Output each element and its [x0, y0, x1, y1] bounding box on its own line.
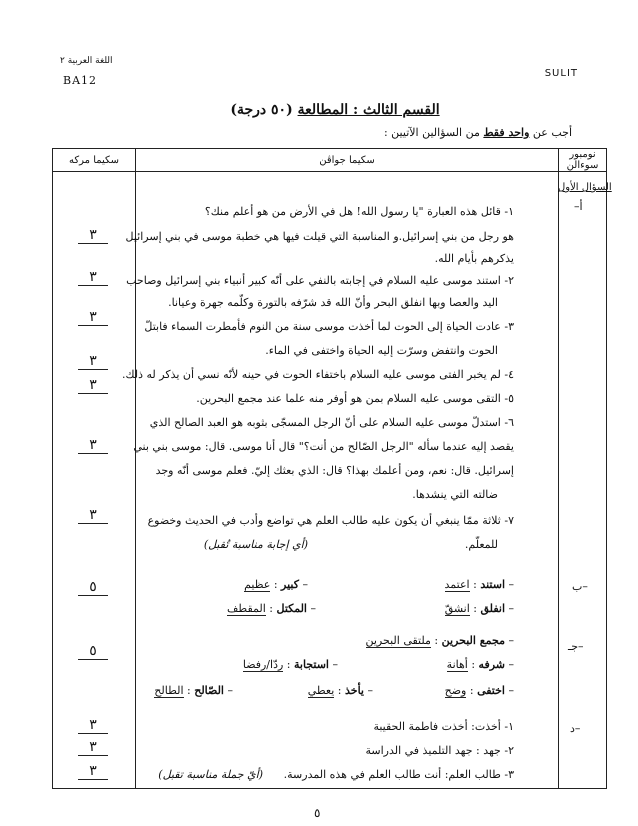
vocab-meaning: عظيم	[244, 578, 271, 591]
paper-code: BA12	[63, 74, 98, 87]
vocab-meaning: الطالح	[154, 684, 184, 697]
subject-label: اللغة العربية ٢	[60, 56, 113, 66]
section-marks: (٥٠ درجة)	[230, 102, 293, 118]
mark-value: ٣	[78, 228, 108, 244]
page-number: ٥	[314, 806, 321, 820]
answer-line: ٦- استدلّ موسى عليه السلام على أنّ الرجل المسجّى بثوبه هو العبد الصالح الذي	[149, 416, 514, 429]
answer-line: يذكرهم بأيام الله.	[434, 252, 514, 265]
vocab-word: يأخذ	[345, 684, 364, 697]
vocab-line: – مجمع البحرين : ملتقى البحرين	[365, 634, 514, 647]
vocab-word: المكتل	[276, 602, 307, 615]
mark-value: ٣	[78, 508, 108, 524]
mark-value: ٣	[78, 270, 108, 286]
vocab-word: استجابة	[293, 658, 329, 671]
header-marks: سكيما مركه	[53, 149, 136, 172]
vocab-line: – كبير : عظيم	[244, 578, 308, 591]
section-title	[200, 102, 470, 118]
header-scheme: سكيما جواڤن	[136, 149, 559, 172]
vocab-line: – المكتل : المقطف	[227, 602, 316, 615]
mark-value: ٣	[78, 310, 108, 326]
vocab-word: اختفى	[477, 684, 505, 697]
vocab-line: – استند : اعتمد	[444, 578, 514, 591]
instruction-emphasis: واحد فقط	[483, 126, 530, 139]
classification-label: SULIT	[544, 68, 578, 79]
mark-value: ٣	[78, 718, 108, 734]
instruction-suffix: من السؤالين الآتيين :	[383, 126, 480, 139]
sentence-line: ١- أخذت: أخذت فاطمة الحقيبة	[373, 720, 514, 733]
vocab-meaning: أهانة	[446, 658, 468, 671]
answer-line: ٧- ثلاثة ممّا ينبغي أن يكون عليه طالب العلم هي تواضع وأدب في الحديث وخضوع	[147, 514, 514, 527]
answer-line: ٣- عادت الحياة إلى الحوت لما أخذت موسى سنة من النوم فأمطرت السماء فابتلّ	[144, 320, 514, 333]
header-question-no: نومبور سوءالن	[559, 149, 607, 172]
vocab-meaning: وضح	[444, 684, 467, 697]
vocab-meaning: انشقّ	[444, 602, 470, 615]
vocab-line: – شرفه : أهانة	[446, 658, 514, 671]
answer-line: ٥- التقى موسى عليه السلام بمن هو أوفر منه علما عند مجمع البحرين.	[196, 392, 514, 405]
vocab-line: – الصّالح : الطالح	[154, 684, 233, 697]
part-c-marker: جـ–	[568, 640, 584, 653]
sentence-line: ٣- طالب العلم: أنت طالب العلم في هذه المدرسة.	[283, 768, 514, 781]
answer-line: ٢- استند موسى عليه السلام في إجابته بالنفي على أنّه كبير أنبياء بني إسرائيل وصاحب	[126, 274, 514, 287]
accept-note: (أي إجابة مناسبة تُقبل)	[203, 538, 308, 551]
mark-value: ٥	[78, 580, 108, 596]
vocab-word: استند	[480, 578, 505, 591]
sentence-line: ٢- جهد : جهد التلميذ في الدراسة	[365, 744, 514, 757]
vocab-meaning: يعطي	[307, 684, 335, 697]
part-a-marker: –أ	[574, 200, 583, 213]
mark-value: ٣	[78, 740, 108, 756]
answer-line: إسرائيل. قال: نعم، ومن أعلمك بهذا؟ قال: الذي بعثك إليّ. فعلم موسى أنّه وجد	[155, 464, 514, 477]
part-b-marker: ب–	[572, 580, 588, 593]
vocab-line: – انفلق : انشقّ	[444, 602, 514, 615]
mark-value: ٣	[78, 378, 108, 394]
answer-line: هو رجل من بني إسرائيل.و المناسبة التي قيلت فيها هي خطبة موسى في بني إسرائيل	[125, 230, 514, 243]
question-one-label: السؤال الأول	[558, 182, 612, 193]
vocab-meaning: اعتمد	[444, 578, 470, 591]
answer-line: يقصد إليه عندما سأله "الرجل الصّالح من أنت؟" قال أنا موسى. قال: موسى بني بني	[133, 440, 514, 453]
marks-column	[53, 172, 136, 789]
vocab-word: شرفه	[478, 658, 505, 671]
vocab-word: كبير	[281, 578, 299, 591]
answer-line: ضالته التي ينشدها.	[412, 488, 498, 501]
instruction-prefix: أجب عن	[532, 126, 572, 139]
answer-line: للمعلّم.	[464, 538, 498, 551]
vocab-meaning: المقطف	[227, 602, 266, 615]
vocab-word: انفلق	[480, 602, 505, 615]
answer-line: اليد والعصا وبها انفلق البحر وأنّ الله قد شرّفه بالتورة وكلّمه جهرة وعيانا.	[168, 296, 498, 309]
mark-value: ٣	[78, 438, 108, 454]
vocab-meaning: ردّا/رفضا	[242, 658, 284, 671]
mark-value: ٣	[78, 764, 108, 780]
part-d-marker: د–	[570, 722, 581, 735]
answer-line: ٤- لم يخبر الفتى موسى عليه السلام باختفاء الحوت في حينه لأنّه نسي أن يذكر له ذلك.	[122, 368, 514, 381]
vocab-word: الصّالح	[194, 684, 224, 697]
sentence-note: (أيّ جملة مناسبة تقبل)	[158, 768, 263, 781]
vocab-line: – يأخذ : يعطي	[307, 684, 373, 697]
mark-value: ٣	[78, 354, 108, 370]
vocab-word: مجمع البحرين	[441, 634, 505, 647]
vocab-line: – اختفى : وضح	[444, 684, 514, 697]
answer-line: ١- قائل هذه العبارة "يا رسول الله! هل في الأرض من هو أعلم منك؟	[204, 205, 514, 218]
vocab-meaning: ملتقى البحرين	[365, 634, 431, 647]
mark-value: ٥	[78, 644, 108, 660]
section-title-text: القسم الثالث : المطالعة	[297, 102, 440, 118]
question-no-column	[559, 172, 607, 789]
vocab-line: – استجابة : ردّا/رفضا	[242, 658, 338, 671]
answer-line: الحوت وانتفض وسرّت إليه الحياة واختفى في الماء.	[265, 344, 498, 357]
instruction	[384, 126, 572, 139]
